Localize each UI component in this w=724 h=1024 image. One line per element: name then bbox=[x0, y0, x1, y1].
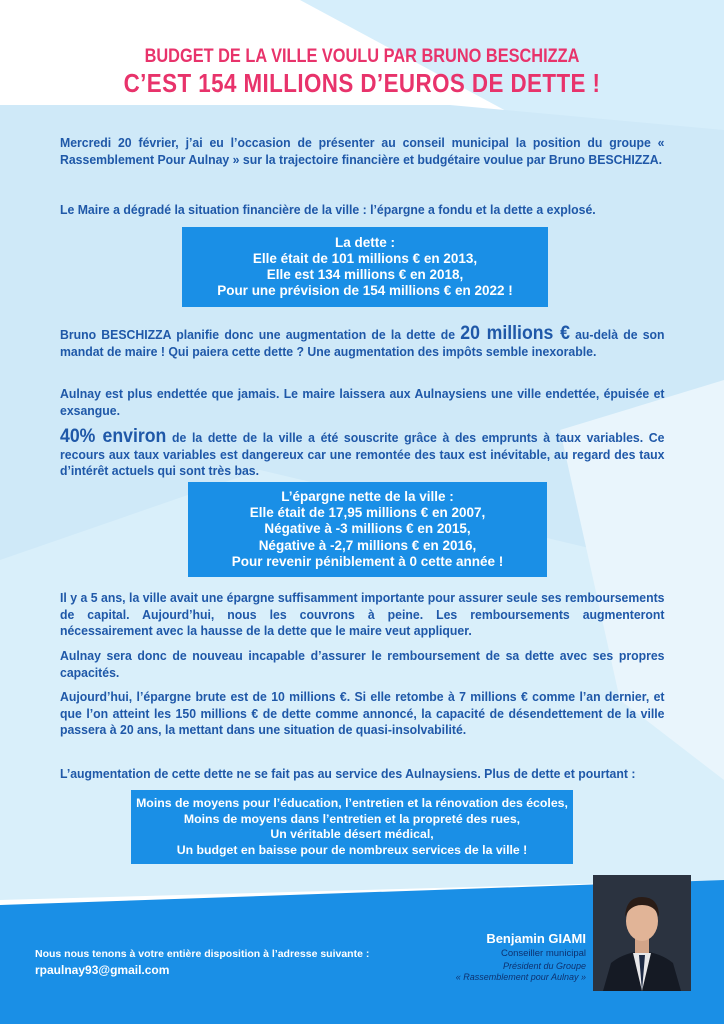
intro-summary: Le Maire a dégradé la situation financière de la ville : l’épargne a fondu et la dette a explosé. bbox=[60, 202, 596, 217]
epargne-box-line: Elle était de 17,95 millions € en 2007, bbox=[249, 505, 486, 521]
signatory-group-name: « Rassemblement pour Aulnay » bbox=[455, 972, 586, 982]
paragraph-text: de la dette de la ville a été souscrite grâce à des emprunts à taux variables. Ce recours aux taux variables est dangereux car une remontée des taux est inévitable, au regard des taux d’intérêt actuels qui sont très bas. bbox=[60, 430, 665, 478]
signatory-name: Benjamin GIAMI bbox=[486, 931, 586, 946]
contact-text: Nous nous tenons à votre entière disposition à l’adresse suivante : bbox=[35, 948, 370, 960]
paragraph-text: Bruno BESCHIZZA planifie donc une augmentation de la dette de bbox=[60, 327, 461, 342]
paragraph-epargne-brute: Aujourd’hui, l’épargne brute est de 10 millions €. Si elle retombe à 7 millions € comme l’an dernier, et que l’on atteint les 150 millions € de dette comme annoncé, la capacité de désendettement de la ville passera à 20 ans, la mettant dans une situation de quasi-insolvabilité. bbox=[60, 689, 665, 737]
epargne-box-line: Négative à -3 millions € en 2015, bbox=[264, 521, 471, 537]
contact-email[interactable]: rpaulnay93@gmail.com bbox=[35, 963, 170, 977]
signature-block bbox=[346, 931, 586, 983]
paragraph-remboursements: Il y a 5 ans, la ville avait une épargne suffisamment importante pour assurer seule ses remboursements de capital. Aujourd’hui, nous les couvrons à peine. Les remboursements augmenteront nécessairement avec la hausse de la dette que le maire veut appliquer. bbox=[60, 590, 665, 638]
dette-box-line: Elle était de 101 millions € en 2013, bbox=[252, 250, 478, 266]
dette-box-title: La dette : bbox=[334, 234, 395, 250]
highlight-percentage: 40% environ bbox=[60, 426, 167, 447]
highlight-amount: 20 millions € bbox=[460, 323, 570, 344]
epargne-box bbox=[188, 482, 547, 577]
moins-box-line: Un véritable désert médical, bbox=[270, 827, 434, 841]
moins-box bbox=[131, 790, 573, 864]
moins-box-line: Moins de moyens dans l’entretien et la propreté des rues, bbox=[183, 811, 521, 826]
paragraph-pourtant: L’augmentation de cette dette ne se fait pas au service des Aulnaysiens. Plus de dette et pourtant : bbox=[60, 766, 636, 781]
paragraph-incapable: Aulnay sera donc de nouveau incapable d’assurer le remboursement de sa dette avec ses propres capacités. bbox=[60, 648, 665, 680]
paragraph-endettee: Aulnay est plus endettée que jamais. Le maire laissera aux Aulnaysiens une ville endettée, épuisée et exsangue. bbox=[60, 386, 665, 418]
signatory-role: Conseiller municipal bbox=[500, 948, 586, 959]
dette-box-line: Elle est 134 millions € en 2018, bbox=[266, 267, 464, 282]
dette-box-line: Pour une prévision de 154 millions € en 2022 ! bbox=[217, 283, 513, 299]
moins-box-line: Moins de moyens pour l’éducation, l’entretien et la rénovation des écoles, bbox=[136, 796, 568, 810]
headline-line-1: BUDGET DE LA VILLE VOULU PAR BRUNO BESCHIZZA bbox=[144, 46, 580, 67]
dette-box bbox=[182, 227, 548, 307]
paragraph-taux-variables bbox=[60, 426, 665, 480]
headline-line-2: C’EST 154 MILLIONS D’EUROS DE DETTE ! bbox=[123, 68, 601, 98]
epargne-box-line: Négative à -2,7 millions € en 2016, bbox=[258, 537, 477, 553]
moins-box-line: Un budget en baisse pour de nombreux services de la ville ! bbox=[176, 842, 528, 857]
epargne-box-line: Pour revenir péniblement à 0 cette année ! bbox=[231, 553, 504, 569]
epargne-box-title: L’épargne nette de la ville : bbox=[281, 488, 454, 504]
paragraph-augmentation bbox=[60, 323, 665, 360]
paragraph-text: au-delà de son mandat de maire ! Qui paiera cette dette ? Une augmentation des impôts semble inexorable. bbox=[60, 327, 665, 359]
footer-contact bbox=[35, 948, 369, 977]
portrait-photo bbox=[593, 875, 691, 991]
intro-paragraph: Mercredi 20 février, j’ai eu l’occasion de présenter au conseil municipal la position du groupe « Rassemblement Pour Aulnay » sur la trajectoire financière et budgétaire voulue par Bruno BESCHIZZA. bbox=[60, 135, 665, 167]
signatory-group: Président du Groupe bbox=[502, 961, 586, 971]
